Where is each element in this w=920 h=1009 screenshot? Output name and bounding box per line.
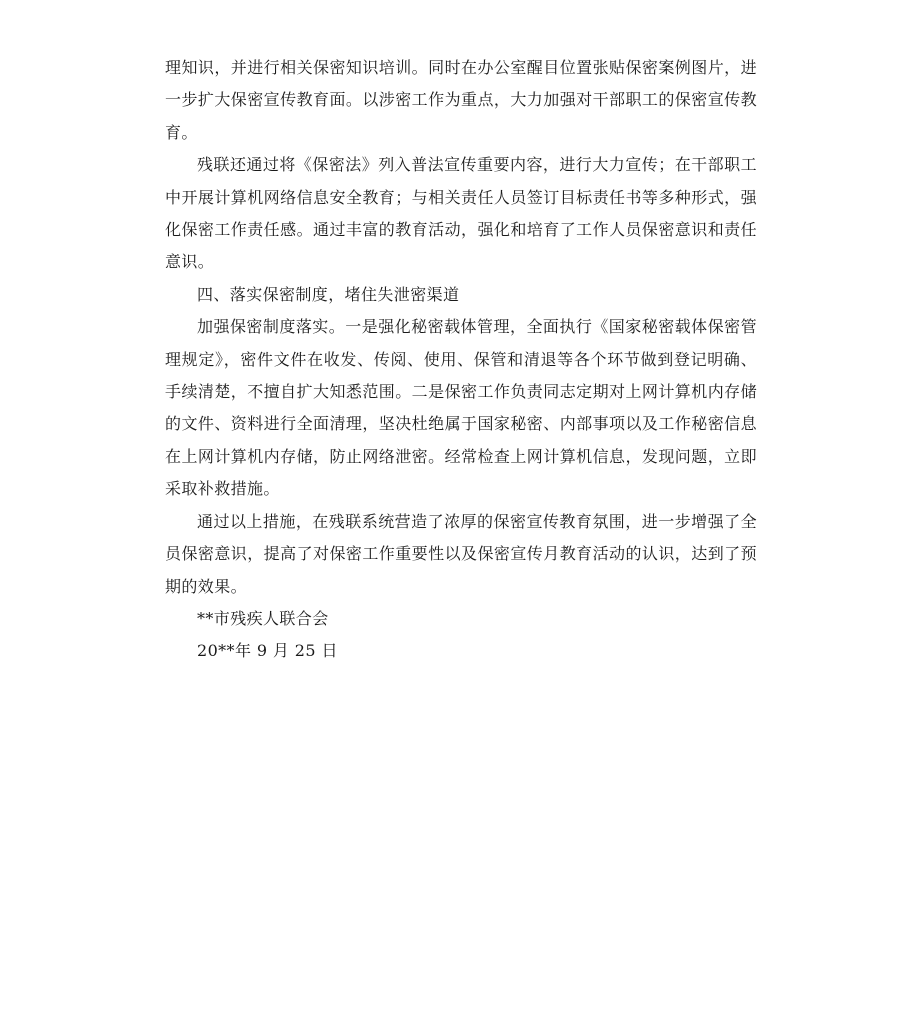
paragraph-system: 加强保密制度落实。一是强化秘密载体管理，全面执行《国家秘密载体保密管理规定》，密件文件在收发、传阅、使用、保管和清退等各个环节做到登记明确、手续清楚，不擅自扩大知悉范围。二是保密工作负责同志定期对上网计算机内存储的文件、资料进行全面清理，坚决杜绝属于国家秘密、内部事项以及工作秘密信息在上网计算机内存储，防止网络泄密。经常检查上网计算机信息，发现问题，立即采取补救措施。: [165, 317, 757, 499]
signature-date: 20**年 9 月 25 日: [197, 641, 338, 661]
document-body: [165, 52, 757, 668]
section-heading: 四、落实保密制度，堵住失泄密渠道: [197, 284, 460, 304]
paragraph-publicity: 残联还通过将《保密法》列入普法宣传重要内容，进行大力宣传；在干部职工中开展计算机网络信息安全教育；与相关责任人员签订目标责任书等多种形式，强化保密工作责任感。通过丰富的教育活动，强化和培育了工作人员保密意识和责任意识。: [165, 155, 757, 272]
paragraph-continuation: 理知识，并进行相关保密知识培训。同时在办公室醒目位置张贴保密案例图片，进一步扩大保密宣传教育面。以涉密工作为重点，大力加强对干部职工的保密宣传教育。: [165, 58, 757, 142]
paragraph-conclusion: 通过以上措施，在残联系统营造了浓厚的保密宣传教育氛围，进一步增强了全员保密意识，提高了对保密工作重要性以及保密宣传月教育活动的认识，达到了预期的效果。: [165, 511, 757, 596]
signature-organization: **市残疾人联合会: [197, 608, 329, 628]
